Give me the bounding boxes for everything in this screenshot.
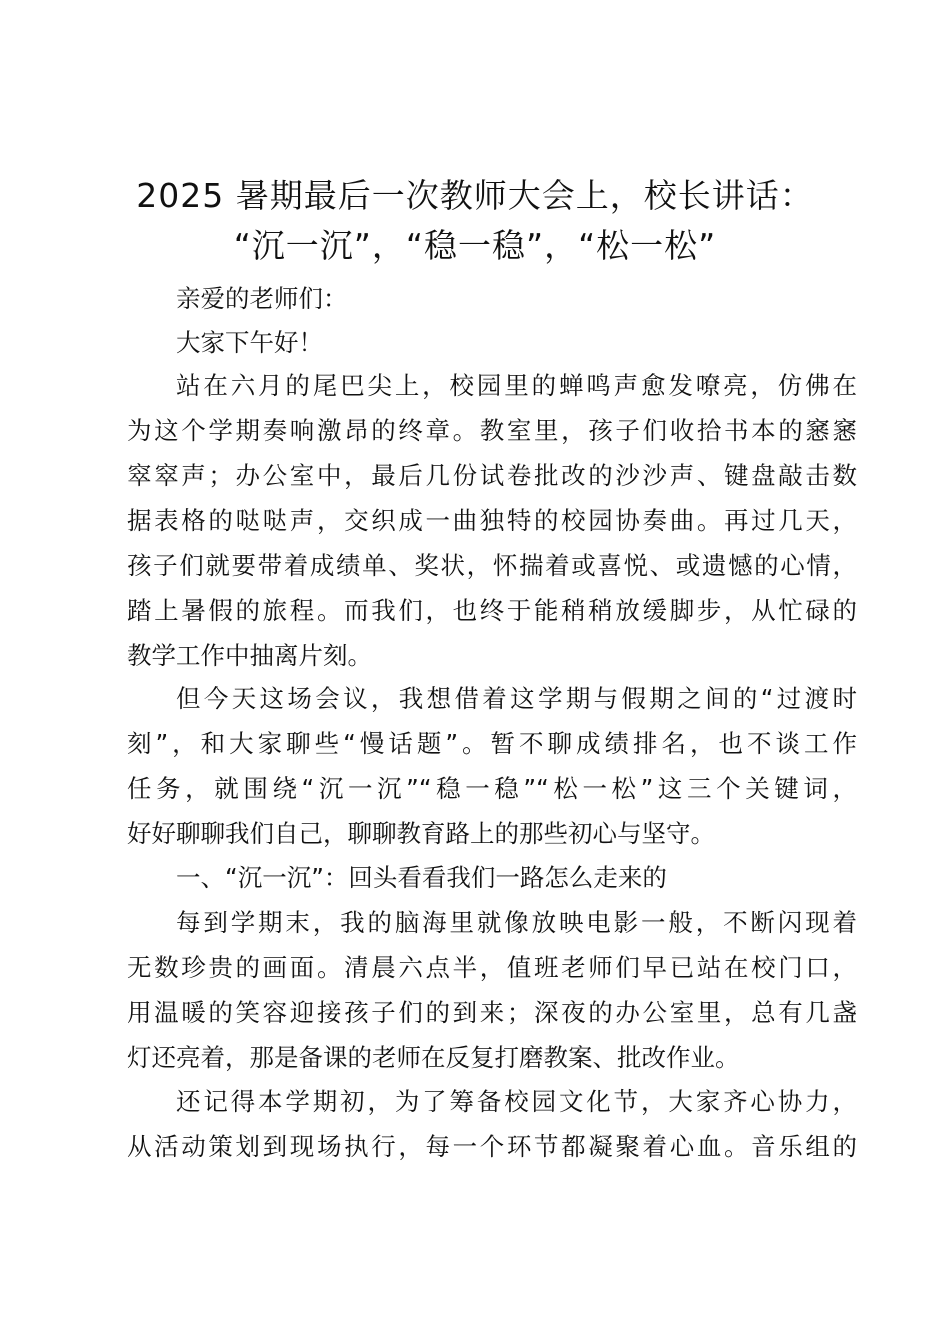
body-line: 任务，就围绕“沉一沉”“稳一稳”“松一松”这三个关键词，: [127, 774, 857, 803]
body-line: 孩子们就要带着成绩单、奖状，怀揣着或喜悦、或遗憾的心情，: [127, 551, 857, 580]
body-line: 从活动策划到现场执行，每一个环节都凝聚着心血。音乐组的: [127, 1132, 857, 1161]
body-line: 踏上暑假的旅程。而我们，也终于能稍稍放缓脚步，从忙碌的: [127, 596, 857, 625]
body-line: 但今天这场会议，我想借着这学期与假期之间的“过渡时: [176, 684, 857, 713]
section-heading: 一、“沉一沉”：回头看看我们一路怎么走来的: [176, 863, 667, 892]
salutation-line: 大家下午好！: [176, 328, 323, 357]
body-line: 教学工作中抽离片刻。: [127, 641, 372, 670]
document-title-line-1: 2025 暑期最后一次教师大会上，校长讲话：: [136, 176, 814, 215]
body-line: 刻”，和大家聊些“慢话题”。暂不聊成绩排名，也不谈工作: [127, 729, 857, 758]
body-line: 为这个学期奏响激昂的终章。教室里，孩子们收拾书本的窸窸: [127, 416, 857, 445]
body-line: 窣窣声；办公室中，最后几份试卷批改的沙沙声、键盘敲击数: [127, 461, 857, 490]
body-line: 好好聊聊我们自己，聊聊教育路上的那些初心与坚守。: [127, 819, 715, 848]
body-line: 还记得本学期初，为了筹备校园文化节，大家齐心协力，: [176, 1087, 857, 1116]
greeting-line: 亲爱的老师们：: [176, 284, 348, 313]
body-line: 每到学期末，我的脑海里就像放映电影一般，不断闪现着: [176, 908, 857, 937]
document-title-line-2: “沉一沉”，“稳一稳”，“松一松”: [233, 226, 717, 265]
body-line: 无数珍贵的画面。清晨六点半，值班老师们早已站在校门口，: [127, 953, 857, 982]
body-line: 据表格的哒哒声，交织成一曲独特的校园协奏曲。再过几天，: [127, 506, 857, 535]
body-line: 灯还亮着，那是备课的老师在反复打磨教案、批改作业。: [127, 1043, 740, 1072]
body-line: 站在六月的尾巴尖上，校园里的蝉鸣声愈发嘹亮，仿佛在: [176, 371, 857, 400]
body-line: 用温暖的笑容迎接孩子们的到来；深夜的办公室里，总有几盏: [127, 998, 857, 1027]
